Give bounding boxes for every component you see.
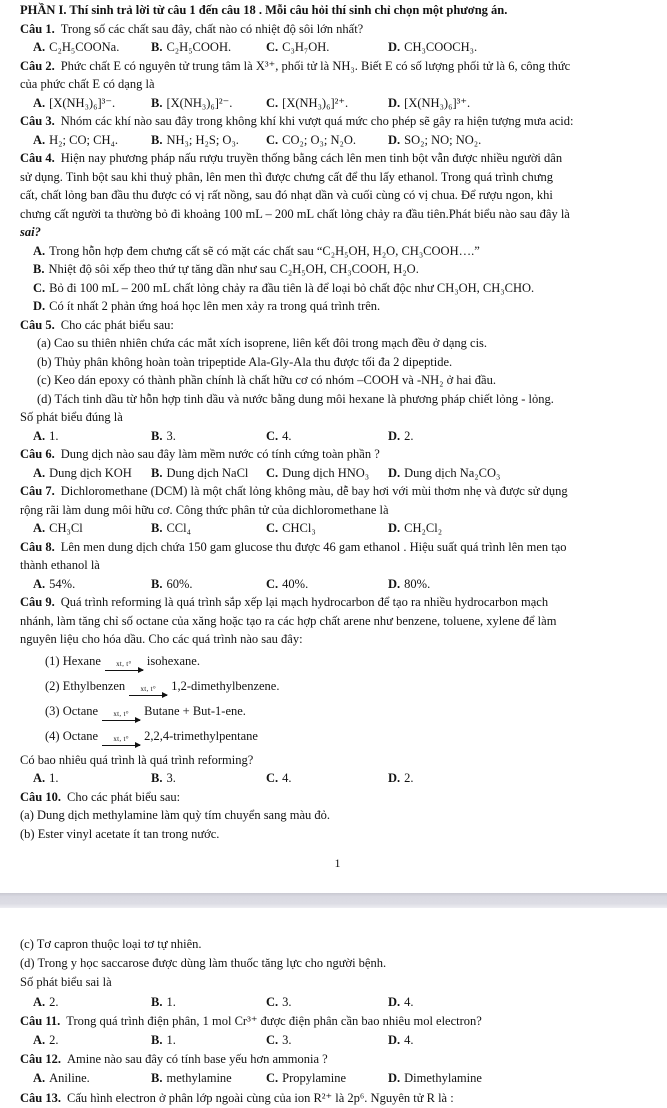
q5-statement-b: (b) Thủy phân không hoàn toàn tripeptide Ala-Gly-Ala thu được tối đa 2 dipeptide. bbox=[37, 354, 453, 369]
q12-text: Amine nào sau đây có tính base yếu hơn ammonia ? bbox=[66, 1052, 328, 1067]
question-2 bbox=[20, 57, 655, 76]
q6-options bbox=[20, 464, 655, 483]
q6-text: Dung dịch nào sau đây làm mềm nước có tính cứng toàn phần ? bbox=[60, 447, 380, 461]
q7-option-b: B. CCl₄ bbox=[151, 521, 191, 535]
option-letter-a: A. bbox=[33, 521, 46, 535]
q5-intro: Cho các phát biểu sau: bbox=[60, 317, 174, 332]
option-letter-a: A. bbox=[33, 771, 46, 785]
q5-option-b: B. 3. bbox=[151, 428, 176, 443]
option-letter-d: D. bbox=[388, 465, 401, 480]
q9-line-1: Quá trình reforming là quá trình sắp xếp lại mạch hydrocarbon để tạo ra nhiều hydrocarbon mạch bbox=[60, 595, 549, 609]
option-letter-b: B. bbox=[151, 771, 163, 785]
q4-label: Câu 4. bbox=[20, 151, 55, 165]
section-header: PHẦN I. Thí sinh trả lời từ câu 1 đến câu 18 . Mỗi câu hỏi thí sinh chỉ chọn một phương án. bbox=[20, 3, 508, 17]
q6-option-a: A. Dung dịch KOH bbox=[33, 465, 132, 480]
q5-statement-c: (c) Keo dán epoxy có thành phần chính là chất hữu cơ có nhóm –COOH và -NH₂ ở hai đầu. bbox=[37, 373, 496, 387]
option-letter-d: D. bbox=[388, 1033, 401, 1047]
option-letter-b: B. bbox=[151, 428, 163, 443]
q11-option-b: B. 1. bbox=[151, 1033, 176, 1047]
q4-sai-word: sai? bbox=[20, 225, 41, 239]
option-letter-d: D. bbox=[388, 1071, 401, 1086]
q10-statement-a: (a) Dung dịch methylamine làm quỳ tím chuyển sang màu đỏ. bbox=[20, 808, 330, 822]
option-letter-c: C. bbox=[266, 40, 279, 54]
q9-label: Câu 9. bbox=[20, 595, 55, 609]
q3-options bbox=[20, 131, 655, 150]
question-13 bbox=[20, 1089, 655, 1108]
q6-label: Câu 6. bbox=[20, 447, 55, 461]
question-6 bbox=[20, 445, 655, 464]
q4-option-b: B. Nhiệt độ sôi xếp theo thứ tự tăng dần như sau C₂H₅OH, CH₃COOH, H₂O. bbox=[33, 262, 419, 276]
q2-option-a: A. [X(NH₃)₆]³⁻. bbox=[33, 95, 116, 110]
q5-options bbox=[20, 427, 655, 446]
q8-option-a: A. 54%. bbox=[33, 576, 76, 591]
option-letter-a: A. bbox=[33, 994, 46, 1009]
option-letter-c: C. bbox=[266, 132, 279, 147]
q3-option-d: D. SO₂; NO; NO₂. bbox=[388, 132, 482, 147]
q11-option-d: D. 4. bbox=[388, 1033, 414, 1047]
question-1 bbox=[20, 20, 655, 39]
q10-intro: Cho các phát biểu sau: bbox=[66, 789, 181, 804]
reaction-arrow-icon: xt, t° bbox=[102, 711, 140, 721]
q9-line-3: nguyên liệu cho hóa dầu. Cho các quá trình nào sau đây: bbox=[20, 632, 303, 646]
q13-text: Cấu hình electron ở phân lớp ngoài cùng của ion R²⁺ là 2p⁶. Nguyên tử R là : bbox=[66, 1090, 454, 1105]
q10-statement-d: (d) Trong y học saccarose được dùng làm thuốc tăng lực cho người bệnh. bbox=[20, 956, 387, 971]
q8-line-1: Lên men dung dịch chứa 150 gam glucose thu được 46 gam ethanol . Hiệu suất quá trình lên men tạo bbox=[60, 539, 567, 554]
q10-statement-c: (c) Tơ capron thuộc loại tơ tự nhiên. bbox=[20, 937, 202, 951]
option-letter-d: D. bbox=[388, 40, 401, 54]
option-letter-a: A. bbox=[33, 40, 46, 54]
option-letter-a: A. bbox=[33, 1071, 46, 1086]
q5-option-a: A. 1. bbox=[33, 428, 59, 443]
option-letter-d: D. bbox=[388, 521, 401, 535]
q6-option-d: D. Dung dịch Na₂CO₃ bbox=[388, 465, 501, 480]
q5-label: Câu 5. bbox=[20, 317, 55, 332]
option-letter-b: B. bbox=[151, 521, 163, 535]
question-3 bbox=[20, 112, 655, 131]
q9-option-c: C. 4. bbox=[266, 771, 292, 785]
q9-line-2: nhánh, làm tăng chỉ số octane của xăng hoặc tạo ra các hợp chất arene như benzene, toluene, xylene để làm bbox=[20, 613, 557, 628]
q12-option-a: A. Aniline. bbox=[33, 1071, 90, 1086]
q7-line-1: Dichloromethane (DCM) là một chất lỏng không màu, dễ bay hơi với mùi thơm nhẹ và được sử dụng bbox=[60, 484, 568, 498]
q7-line-2: rộng rãi làm dung môi hữu cơ. Công thức phân tử của dichloromethane là bbox=[20, 502, 389, 517]
question-4 bbox=[20, 149, 655, 168]
q3-text: Nhóm các khí nào sau đây trong không khí khi vượt quá mức cho phép sẽ gây ra hiện tượng mưa acid: bbox=[60, 114, 574, 128]
q7-options bbox=[20, 519, 655, 538]
q9-question: Có bao nhiêu quá trình là quá trình reforming? bbox=[20, 752, 254, 767]
question-10 bbox=[20, 788, 655, 807]
q4-line-2: sử dụng. Tinh bột sau khi thuỷ phân, lên men thì được chưng cất để thu lấy ethanol. Trong quá trình chưng bbox=[20, 169, 553, 184]
q10-option-a: A. 2. bbox=[33, 994, 59, 1009]
q2-label: Câu 2. bbox=[20, 58, 55, 73]
q8-label: Câu 8. bbox=[20, 539, 55, 554]
q5-statement-d: (d) Tách tinh dầu từ hỗn hợp tinh dầu và nước bằng dung môi hexane là phương pháp chiết lỏng - lỏng. bbox=[37, 391, 554, 406]
q1-text: Trong số các chất sau đây, chất nào có nhiệt độ sôi lớn nhất? bbox=[60, 21, 364, 36]
q8-option-b: B. 60%. bbox=[151, 576, 193, 591]
option-letter-b: B. bbox=[151, 994, 163, 1009]
q7-option-d: D. CH₂Cl₂ bbox=[388, 521, 443, 535]
reaction-arrow-icon: xt, t° bbox=[105, 661, 143, 671]
option-letter-a: A. bbox=[33, 1033, 46, 1047]
option-letter-b: B. bbox=[151, 95, 163, 110]
q8-line-2: thành ethanol là bbox=[20, 558, 100, 572]
q2-options bbox=[20, 94, 655, 113]
option-letter-c: C. bbox=[266, 428, 279, 443]
option-letter-c: C. bbox=[266, 465, 279, 480]
q10-option-c: C. 3. bbox=[266, 994, 292, 1009]
option-letter-d: D. bbox=[388, 428, 401, 443]
q11-label: Câu 11. bbox=[20, 1013, 61, 1028]
q4-option-a: A. Trong hỗn hợp đem chưng cất sẽ có mặt các chất sau “C₂H₅OH, H₂O, CH₃COOH….” bbox=[33, 243, 480, 258]
q7-option-a: A. CH₃Cl bbox=[33, 521, 83, 535]
page-number: 1 bbox=[334, 856, 341, 870]
q10-option-d: D. 4. bbox=[388, 994, 414, 1009]
option-letter-c: C. bbox=[266, 1033, 279, 1047]
question-8 bbox=[20, 538, 655, 557]
q4-line-4: chưng cất người ta thường bỏ đi khoảng 100 mL – 200 mL chất lỏng chảy ra đầu tiên.Phát biểu nào sau đây là bbox=[20, 206, 570, 221]
q2-option-b: B. [X(NH₃)₆]²⁻. bbox=[151, 95, 233, 110]
q11-options bbox=[20, 1031, 655, 1050]
q4-line-3: cất, chất lỏng ban đầu thu được có vị rất nồng, sau đó nhạt dần và cuối cùng có vị chua. Để rượu ngon, khi bbox=[20, 188, 553, 202]
option-letter-a: A. bbox=[33, 95, 46, 110]
option-letter-a: A. bbox=[33, 465, 46, 480]
q5-option-c: C. 4. bbox=[266, 428, 292, 443]
option-letter-b: B. bbox=[151, 1071, 163, 1086]
option-letter-c: C. bbox=[266, 521, 279, 535]
option-letter-a: A. bbox=[33, 576, 46, 591]
q8-options bbox=[20, 575, 655, 594]
q4-option-d: D. Có ít nhất 2 phản ứng hoá học lên men xảy ra trong quá trình trên. bbox=[33, 299, 381, 313]
q12-label: Câu 12. bbox=[20, 1052, 61, 1067]
q10-statement-b: (b) Ester vinyl acetate ít tan trong nước. bbox=[20, 826, 220, 841]
q10-closing: Số phát biểu sai là bbox=[20, 975, 112, 990]
q6-option-c: C. Dung dịch HNO₃ bbox=[266, 465, 370, 480]
q12-option-d: D. Dimethylamine bbox=[388, 1071, 482, 1086]
q4-line-1: Hiện nay phương pháp nấu rượu truyền thống bằng cách lên men tinh bột vẫn được nhiều người dân bbox=[60, 151, 563, 165]
question-7 bbox=[20, 482, 655, 501]
q12-option-b: B. methylamine bbox=[151, 1071, 232, 1086]
q3-option-b: B. NH₃; H₂S; O₃. bbox=[151, 132, 239, 147]
q2-option-c: C. [X(NH₃)₆]²⁺. bbox=[266, 95, 349, 110]
q9-option-b: B. 3. bbox=[151, 771, 176, 785]
q8-option-c: C. 40%. bbox=[266, 576, 309, 591]
q10-option-b: B. 1. bbox=[151, 994, 176, 1009]
q6-option-b: B. Dung dịch NaCl bbox=[151, 465, 249, 480]
q1-label: Câu 1. bbox=[20, 21, 55, 36]
page-separator bbox=[0, 893, 667, 908]
reaction-arrow-icon: xt, t° bbox=[129, 686, 167, 696]
q3-label: Câu 3. bbox=[20, 114, 55, 128]
q10-options bbox=[20, 993, 655, 1012]
option-letter-d: D. bbox=[388, 95, 401, 110]
q2-line-2: của phức chất E có dạng là bbox=[20, 77, 155, 91]
option-letter-c: C. bbox=[33, 280, 46, 295]
q9-option-d: D. 2. bbox=[388, 771, 414, 785]
q5-option-d: D. 2. bbox=[388, 428, 414, 443]
option-letter-b: B. bbox=[151, 40, 163, 54]
q5-closing: Số phát biểu đúng là bbox=[20, 410, 123, 424]
q9-option-a: A. 1. bbox=[33, 771, 59, 785]
q3-option-c: C. CO₂; O₃; N₂O. bbox=[266, 132, 356, 147]
q8-option-d: D. 80%. bbox=[388, 576, 431, 591]
option-letter-d: D. bbox=[388, 132, 401, 147]
option-letter-b: B. bbox=[151, 1033, 163, 1047]
option-letter-d: D. bbox=[388, 771, 401, 785]
q9-options bbox=[20, 769, 655, 788]
option-letter-d: D. bbox=[388, 994, 401, 1009]
option-letter-a: A. bbox=[33, 132, 46, 147]
option-letter-a: A. bbox=[33, 428, 46, 443]
question-12 bbox=[20, 1050, 655, 1069]
q1-option-c: C. C₃H₇OH. bbox=[266, 40, 330, 54]
q1-option-b: B. C₂H₅COOH. bbox=[151, 40, 232, 54]
exam-page-2 bbox=[0, 908, 667, 1108]
q4-option-c: C. Bỏ đi 100 mL – 200 mL chất lỏng chảy ra đầu tiên là để loại bỏ chất độc như CH₃OH, CH₃CHO. bbox=[33, 280, 535, 295]
option-letter-d: D. bbox=[33, 299, 46, 313]
q11-option-c: C. 3. bbox=[266, 1033, 292, 1047]
option-letter-c: C. bbox=[266, 95, 279, 110]
option-letter-c: C. bbox=[266, 576, 279, 591]
q7-option-c: C. CHCl₃ bbox=[266, 521, 316, 535]
q12-option-c: C. Propylamine bbox=[266, 1071, 347, 1086]
q5-statement-a: (a) Cao su thiên nhiên chứa các mắt xích isoprene, liên kết đôi trong mạch đều ở dạng cis. bbox=[37, 336, 488, 350]
option-letter-c: C. bbox=[266, 994, 279, 1009]
q13-label: Câu 13. bbox=[20, 1090, 61, 1105]
q9-process-3: (3) Octane xt, t° Butane + But-1-ene. bbox=[20, 699, 655, 724]
option-letter-b: B. bbox=[151, 465, 163, 480]
q9-process-1: (1) Hexane xt, t° isohexane. bbox=[20, 649, 655, 674]
q1-options bbox=[20, 38, 655, 57]
question-9 bbox=[20, 593, 655, 612]
q1-option-a: A. C₂H₅COONa. bbox=[33, 40, 120, 54]
reaction-arrow-icon: xt, t° bbox=[102, 736, 140, 746]
question-11 bbox=[20, 1012, 655, 1031]
option-letter-c: C. bbox=[266, 1071, 279, 1086]
q3-option-a: A. H₂; CO; CH₄. bbox=[33, 132, 118, 147]
option-letter-c: C. bbox=[266, 771, 279, 785]
q2-option-d: D. [X(NH₃)₆]³⁺. bbox=[388, 95, 471, 110]
q11-option-a: A. 2. bbox=[33, 1033, 59, 1047]
q11-text: Trong quá trình điện phân, 1 mol Cr³⁺ được điện phân cần bao nhiêu mol electron? bbox=[66, 1013, 482, 1028]
q12-options bbox=[20, 1069, 655, 1088]
option-letter-d: D. bbox=[388, 576, 401, 591]
option-letter-b: B. bbox=[33, 262, 45, 276]
q7-label: Câu 7. bbox=[20, 484, 55, 498]
option-letter-b: B. bbox=[151, 576, 163, 591]
option-letter-b: B. bbox=[151, 132, 163, 147]
q10-label: Câu 10. bbox=[20, 789, 61, 804]
q9-process-2: (2) Ethylbenzen xt, t° 1,2-dimethylbenzene. bbox=[20, 674, 655, 699]
q2-line-1: Phức chất E có nguyên tử trung tâm là X³⁺, phối tử là NH₃. Biết E có số lượng phối tử là 6, công thức bbox=[60, 58, 571, 73]
option-letter-a: A. bbox=[33, 243, 46, 258]
question-5 bbox=[20, 316, 655, 335]
q9-process-4: (4) Octane xt, t° 2,2,4-trimethylpentane bbox=[20, 724, 655, 749]
q1-option-d: D. CH₃COOCH₃. bbox=[388, 40, 478, 54]
